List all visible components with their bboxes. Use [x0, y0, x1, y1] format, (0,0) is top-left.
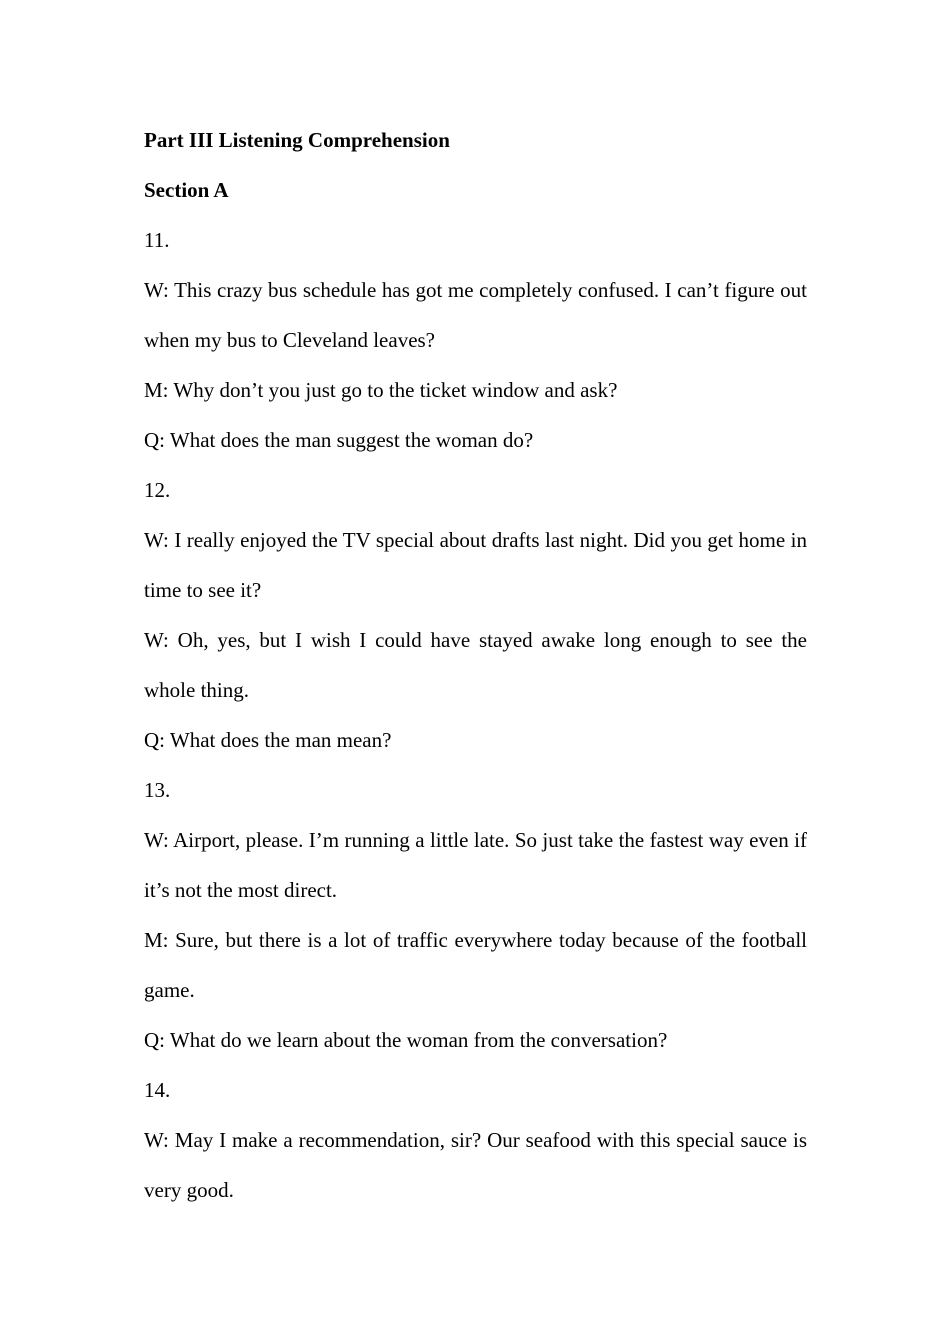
dialogue-line: W: Airport, please. I’m running a little late. So just take the fastest way even if it’s not the most direct. — [144, 828, 807, 902]
dialogue-line: M: Sure, but there is a lot of traffic everywhere today because of the football game. — [144, 928, 807, 1002]
question-item-12 — [144, 465, 807, 765]
question-number: 11. — [144, 228, 170, 252]
section-title: Section A — [144, 178, 229, 202]
dialogue-line: W: This crazy bus schedule has got me completely confused. I can’t figure out when my bus to Cleveland leaves? — [144, 278, 807, 352]
question-number: 14. — [144, 1078, 171, 1102]
part-title: Part III Listening Comprehension — [144, 128, 450, 152]
question-line: Q: What do we learn about the woman from the conversation? — [144, 1028, 668, 1052]
question-number: 12. — [144, 478, 171, 502]
question-line: Q: What does the man suggest the woman do? — [144, 428, 534, 452]
dialogue-line: M: Why don’t you just go to the ticket window and ask? — [144, 378, 618, 402]
question-item-13 — [144, 765, 807, 1065]
question-line: Q: What does the man mean? — [144, 728, 392, 752]
document-body — [144, 115, 807, 1215]
question-number: 13. — [144, 778, 171, 802]
dialogue-line: W: Oh, yes, but I wish I could have stayed awake long enough to see the whole thing. — [144, 628, 807, 702]
dialogue-line: W: I really enjoyed the TV special about drafts last night. Did you get home in time to see it? — [144, 528, 807, 602]
dialogue-line: W: May I make a recommendation, sir? Our seafood with this special sauce is very good. — [144, 1128, 807, 1202]
question-item-11 — [144, 215, 807, 465]
question-item-14 — [144, 1065, 807, 1215]
